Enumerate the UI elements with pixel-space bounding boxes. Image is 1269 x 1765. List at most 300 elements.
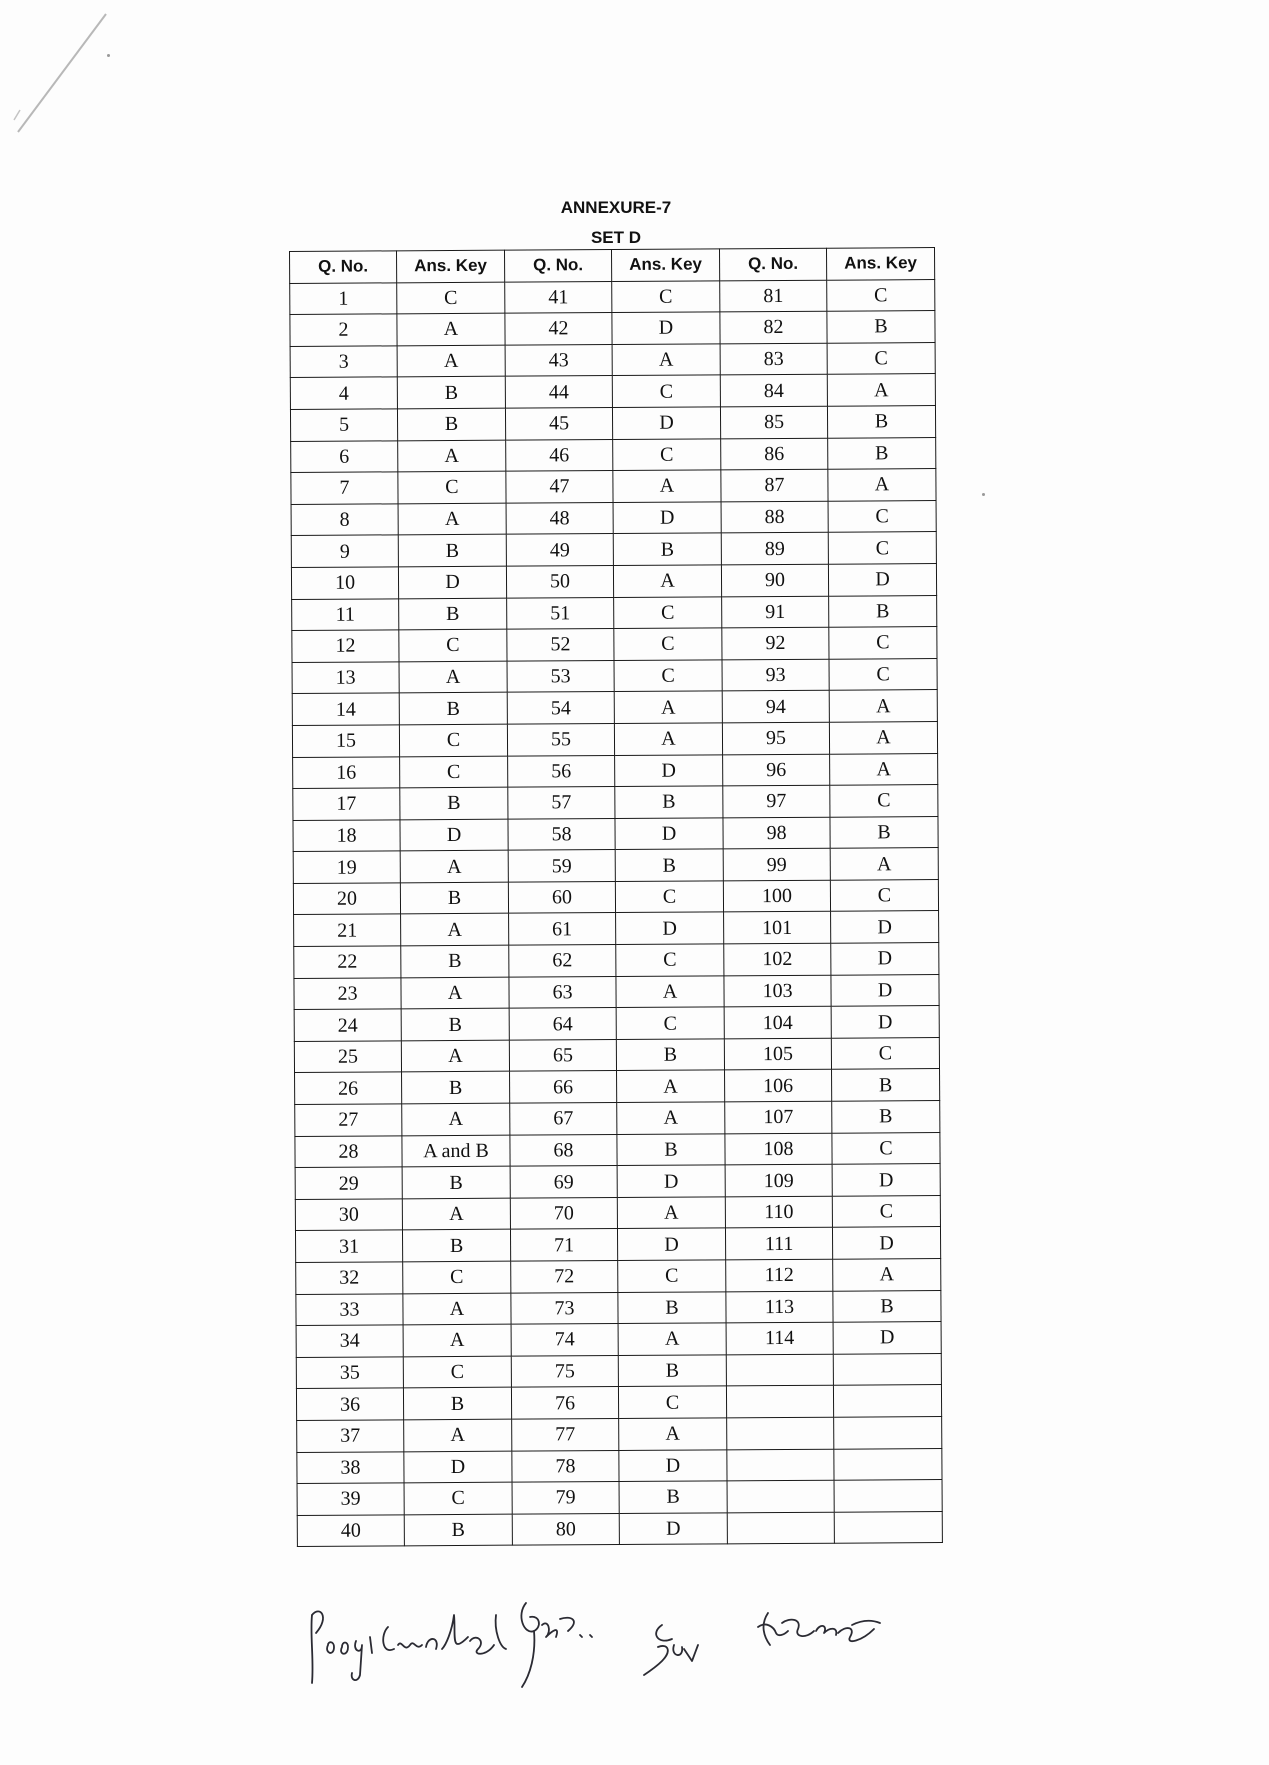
table-row	[291, 532, 936, 568]
cell-ans-key-1: B	[403, 1388, 511, 1420]
cell-ans-key-3: A	[829, 721, 937, 753]
cell-ans-key-1: B	[399, 692, 507, 724]
cell-ans-key-1: B	[397, 377, 505, 409]
cell-q-no-1: 12	[292, 630, 399, 662]
cell-ans-key-2: A	[617, 1197, 725, 1229]
cell-ans-key-1: B	[401, 1008, 509, 1040]
cell-ans-key-2: B	[613, 533, 721, 565]
table-row	[290, 342, 935, 378]
cell-ans-key-2: C	[618, 1386, 726, 1418]
table-row	[292, 690, 937, 726]
cell-q-no-3: 91	[722, 596, 829, 628]
cell-ans-key-3: B	[827, 311, 935, 343]
document-title: ANNEXURE-7	[560, 198, 672, 217]
cell-q-no-2: 43	[505, 344, 612, 376]
cell-ans-key-2: D	[619, 1513, 727, 1545]
cell-ans-key-3	[834, 1448, 942, 1480]
cell-ans-key-3: C	[827, 279, 935, 311]
table-row	[296, 1259, 941, 1295]
cell-ans-key-1: A	[403, 1293, 511, 1325]
table-row	[294, 1037, 939, 1073]
scan-corner-mark	[0, 0, 120, 150]
cell-ans-key-1: A	[402, 1198, 510, 1230]
cell-q-no-3: 113	[726, 1291, 833, 1323]
header-ans-key-2: Ans. Key	[611, 249, 719, 281]
cell-q-no-1: 1	[290, 282, 397, 314]
cell-ans-key-3: C	[831, 1037, 939, 1069]
cell-q-no-3: 90	[721, 564, 828, 596]
cell-ans-key-3: D	[831, 974, 939, 1006]
cell-q-no-2: 60	[508, 881, 615, 913]
cell-q-no-1: 39	[297, 1483, 404, 1515]
table-row	[294, 911, 939, 947]
answer-key-table	[289, 247, 943, 1547]
cell-q-no-1: 20	[293, 883, 400, 915]
cell-ans-key-1: B	[404, 1514, 512, 1546]
cell-q-no-2: 55	[507, 723, 614, 755]
cell-ans-key-1: A	[404, 1419, 512, 1451]
cell-ans-key-1: C	[399, 629, 507, 661]
cell-q-no-1: 3	[290, 346, 397, 378]
cell-q-no-3: 98	[723, 817, 830, 849]
cell-ans-key-2: C	[615, 881, 723, 913]
cell-q-no-1: 25	[294, 1041, 401, 1073]
cell-ans-key-1: A	[397, 313, 505, 345]
cell-ans-key-1: D	[398, 566, 506, 598]
signature-3	[644, 1625, 698, 1675]
cell-q-no-1: 17	[293, 788, 400, 820]
cell-ans-key-2: D	[619, 1449, 727, 1481]
cell-q-no-2: 78	[512, 1450, 619, 1482]
cell-ans-key-2: D	[617, 1228, 725, 1260]
cell-ans-key-2: B	[616, 1039, 724, 1071]
cell-ans-key-2: D	[615, 818, 723, 850]
cell-ans-key-3: B	[829, 595, 937, 627]
cell-q-no-3	[726, 1386, 833, 1418]
cell-q-no-1: 31	[295, 1230, 402, 1262]
cell-ans-key-2: C	[614, 628, 722, 660]
cell-ans-key-3: C	[828, 500, 936, 532]
cell-ans-key-3: A	[827, 374, 935, 406]
cell-ans-key-3: C	[828, 532, 936, 564]
cell-ans-key-1: B	[398, 535, 506, 567]
cell-ans-key-3: D	[828, 563, 936, 595]
cell-q-no-3: 105	[724, 1038, 831, 1070]
cell-q-no-1: 26	[295, 1072, 402, 1104]
table-row	[297, 1511, 942, 1547]
cell-ans-key-2: C	[612, 375, 720, 407]
cell-q-no-2: 61	[509, 913, 616, 945]
cell-ans-key-2: C	[616, 1007, 724, 1039]
cell-q-no-1: 30	[295, 1199, 402, 1231]
cell-ans-key-3: D	[833, 1322, 941, 1354]
cell-ans-key-2: C	[614, 596, 722, 628]
cell-ans-key-1: C	[403, 1261, 511, 1293]
table-row	[295, 1132, 940, 1168]
table-row	[297, 1417, 942, 1453]
table-row	[292, 595, 937, 631]
cell-ans-key-2: D	[615, 754, 723, 786]
cell-q-no-1: 15	[292, 725, 399, 757]
table-row	[291, 500, 936, 536]
cell-ans-key-1: C	[397, 282, 505, 314]
cell-q-no-3: 100	[723, 880, 830, 912]
cell-ans-key-3	[834, 1511, 942, 1543]
cell-q-no-2: 53	[507, 660, 614, 692]
cell-q-no-3: 92	[722, 627, 829, 659]
cell-ans-key-1: C	[398, 471, 506, 503]
cell-q-no-3: 110	[725, 1196, 832, 1228]
cell-ans-key-1: A	[400, 850, 508, 882]
cell-ans-key-3: D	[831, 1006, 939, 1038]
cell-ans-key-2: B	[617, 1133, 725, 1165]
table-row	[290, 311, 935, 347]
cell-q-no-3: 93	[722, 659, 829, 691]
cell-ans-key-2: B	[618, 1355, 726, 1387]
cell-q-no-2: 49	[506, 534, 613, 566]
cell-q-no-3: 107	[725, 1101, 832, 1133]
cell-ans-key-3: B	[833, 1290, 941, 1322]
cell-ans-key-3: D	[832, 1227, 940, 1259]
cell-q-no-1: 22	[294, 946, 401, 978]
cell-q-no-3: 102	[724, 943, 831, 975]
cell-ans-key-2: A	[618, 1323, 726, 1355]
cell-ans-key-2: D	[613, 502, 721, 534]
table-row	[291, 437, 936, 473]
cell-ans-key-1: A and B	[402, 1135, 510, 1167]
cell-q-no-3: 97	[723, 785, 830, 817]
cell-ans-key-3: C	[832, 1195, 940, 1227]
cell-q-no-1: 10	[291, 567, 398, 599]
cell-q-no-1: 6	[291, 440, 398, 472]
cell-ans-key-1: A	[398, 503, 506, 535]
cell-q-no-2: 51	[507, 597, 614, 629]
table-row	[293, 785, 938, 821]
stray-mark	[107, 54, 110, 57]
table-row	[293, 753, 938, 789]
cell-q-no-3: 104	[724, 1006, 831, 1038]
cell-q-no-2: 57	[508, 787, 615, 819]
cell-q-no-2: 68	[510, 1134, 617, 1166]
cell-q-no-2: 71	[510, 1229, 617, 1261]
table-row	[296, 1322, 941, 1358]
cell-q-no-3: 94	[722, 691, 829, 723]
cell-q-no-3: 83	[720, 343, 827, 375]
cell-q-no-1: 38	[297, 1451, 404, 1483]
cell-q-no-2: 44	[505, 376, 612, 408]
cell-q-no-2: 45	[505, 407, 612, 439]
table-row	[294, 1006, 939, 1042]
cell-ans-key-3: B	[830, 816, 938, 848]
cell-ans-key-3: A	[830, 753, 938, 785]
cell-q-no-2: 79	[512, 1482, 619, 1514]
table-row	[295, 1101, 940, 1137]
table-row	[297, 1448, 942, 1484]
cell-ans-key-3: B	[828, 437, 936, 469]
cell-ans-key-3: C	[829, 658, 937, 690]
cell-q-no-3: 89	[721, 533, 828, 565]
cell-q-no-3	[727, 1449, 834, 1481]
cell-q-no-1: 40	[297, 1515, 404, 1547]
table-row	[294, 943, 939, 979]
cell-ans-key-1: A	[403, 1324, 511, 1356]
cell-q-no-2: 64	[509, 1008, 616, 1040]
cell-q-no-3: 111	[725, 1228, 832, 1260]
cell-q-no-1: 37	[297, 1420, 404, 1452]
cell-q-no-3: 108	[725, 1133, 832, 1165]
cell-q-no-2: 69	[510, 1166, 617, 1198]
cell-ans-key-1: D	[400, 819, 508, 851]
cell-ans-key-3: D	[831, 943, 939, 975]
cell-q-no-3: 96	[723, 754, 830, 786]
cell-ans-key-3: A	[828, 469, 936, 501]
cell-q-no-3: 112	[726, 1259, 833, 1291]
cell-ans-key-3: B	[832, 1101, 940, 1133]
table-row	[290, 406, 935, 442]
cell-q-no-1: 8	[291, 504, 398, 536]
cell-ans-key-1: B	[402, 1072, 510, 1104]
cell-ans-key-3: D	[832, 1164, 940, 1196]
cell-q-no-2: 62	[509, 945, 616, 977]
cell-ans-key-2: A	[617, 1102, 725, 1134]
cell-q-no-2: 76	[511, 1387, 618, 1419]
cell-q-no-2: 42	[505, 313, 612, 345]
cell-ans-key-1: A	[399, 661, 507, 693]
cell-ans-key-2: C	[616, 944, 724, 976]
cell-ans-key-2: A	[619, 1418, 727, 1450]
table-row	[295, 1227, 940, 1263]
table-row	[294, 974, 939, 1010]
cell-ans-key-2: D	[617, 1165, 725, 1197]
cell-q-no-1: 2	[290, 314, 397, 346]
header-ans-key-1: Ans. Key	[397, 250, 505, 282]
cell-ans-key-1: A	[401, 977, 509, 1009]
signature-1	[311, 1611, 506, 1683]
cell-q-no-1: 21	[294, 914, 401, 946]
cell-ans-key-3: B	[827, 406, 935, 438]
cell-q-no-2: 67	[510, 1103, 617, 1135]
cell-q-no-2: 47	[506, 471, 613, 503]
cell-q-no-3: 81	[720, 280, 827, 312]
cell-ans-key-3: C	[832, 1132, 940, 1164]
table-row	[293, 848, 938, 884]
cell-q-no-1: 24	[294, 1009, 401, 1041]
table-row	[291, 469, 936, 505]
cell-ans-key-2: A	[614, 691, 722, 723]
cell-q-no-2: 58	[508, 818, 615, 850]
cell-ans-key-1: B	[399, 598, 507, 630]
cell-q-no-3: 106	[725, 1070, 832, 1102]
table-row	[290, 374, 935, 410]
cell-q-no-3: 84	[720, 375, 827, 407]
cell-ans-key-2: C	[613, 438, 721, 470]
cell-q-no-1: 36	[296, 1388, 403, 1420]
cell-q-no-3: 88	[721, 501, 828, 533]
table-row	[296, 1290, 941, 1326]
cell-ans-key-1: C	[400, 756, 508, 788]
cell-q-no-2: 59	[508, 850, 615, 882]
table-row	[295, 1069, 940, 1105]
signatures	[290, 1575, 1030, 1695]
answer-key-table-container	[289, 247, 942, 1547]
cell-ans-key-1: B	[401, 945, 509, 977]
cell-ans-key-2: A	[613, 565, 721, 597]
cell-q-no-2: 46	[506, 439, 613, 471]
cell-q-no-1: 35	[296, 1357, 403, 1389]
table-body	[290, 279, 943, 1547]
cell-ans-key-1: A	[398, 440, 506, 472]
header-ans-key-3: Ans. Key	[826, 248, 934, 280]
cell-q-no-3	[727, 1480, 834, 1512]
cell-q-no-2: 54	[507, 692, 614, 724]
cell-q-no-2: 66	[510, 1071, 617, 1103]
cell-ans-key-1: B	[400, 787, 508, 819]
cell-q-no-2: 73	[511, 1292, 618, 1324]
cell-ans-key-2: D	[616, 912, 724, 944]
cell-q-no-2: 63	[509, 976, 616, 1008]
cell-q-no-3: 87	[721, 469, 828, 501]
cell-q-no-1: 33	[296, 1293, 403, 1325]
cell-ans-key-2: A	[616, 976, 724, 1008]
cell-ans-key-2: A	[614, 723, 722, 755]
cell-q-no-3: 109	[725, 1164, 832, 1196]
cell-q-no-2: 80	[512, 1513, 619, 1545]
table-row	[293, 816, 938, 852]
stray-mark	[982, 493, 985, 496]
cell-ans-key-3	[834, 1417, 942, 1449]
cell-ans-key-1: A	[397, 345, 505, 377]
cell-ans-key-2: C	[618, 1260, 726, 1292]
cell-ans-key-1: C	[404, 1482, 512, 1514]
cell-q-no-3	[726, 1354, 833, 1386]
cell-ans-key-1: A	[401, 914, 509, 946]
cell-q-no-2: 41	[505, 281, 612, 313]
table-row	[292, 627, 937, 663]
cell-q-no-1: 13	[292, 662, 399, 694]
cell-q-no-1: 18	[293, 820, 400, 852]
header-q-no-3: Q. No.	[719, 248, 826, 280]
cell-ans-key-2: A	[612, 344, 720, 376]
cell-q-no-2: 52	[507, 629, 614, 661]
cell-ans-key-3	[833, 1385, 941, 1417]
cell-ans-key-3: A	[829, 690, 937, 722]
cell-q-no-3: 82	[720, 311, 827, 343]
cell-ans-key-3: C	[829, 627, 937, 659]
cell-ans-key-3: C	[830, 785, 938, 817]
cell-q-no-2: 74	[511, 1324, 618, 1356]
cell-ans-key-1: B	[397, 408, 505, 440]
cell-q-no-3: 103	[724, 975, 831, 1007]
cell-ans-key-3	[834, 1480, 942, 1512]
cell-q-no-1: 14	[292, 693, 399, 725]
cell-q-no-1: 5	[290, 409, 397, 441]
cell-q-no-3	[727, 1417, 834, 1449]
table-row	[292, 721, 937, 757]
cell-ans-key-1: B	[402, 1166, 510, 1198]
cell-q-no-3	[727, 1512, 834, 1544]
table-row	[296, 1353, 941, 1389]
cell-q-no-2: 75	[511, 1355, 618, 1387]
table-row	[297, 1480, 942, 1516]
cell-q-no-1: 11	[292, 598, 399, 630]
cell-ans-key-1: B	[402, 1230, 510, 1262]
cell-q-no-2: 77	[512, 1418, 619, 1450]
cell-q-no-1: 29	[295, 1167, 402, 1199]
header-q-no-1: Q. No.	[290, 251, 397, 283]
cell-ans-key-3: C	[827, 342, 935, 374]
cell-q-no-3: 101	[724, 912, 831, 944]
table-row	[295, 1164, 940, 1200]
signature-4	[758, 1613, 880, 1645]
cell-ans-key-2: A	[613, 470, 721, 502]
cell-q-no-3: 85	[720, 406, 827, 438]
cell-q-no-1: 9	[291, 535, 398, 567]
cell-ans-key-1: C	[403, 1356, 511, 1388]
cell-q-no-2: 70	[510, 1197, 617, 1229]
cell-ans-key-3: D	[831, 911, 939, 943]
cell-ans-key-1: A	[402, 1103, 510, 1135]
cell-ans-key-2: B	[619, 1481, 727, 1513]
cell-ans-key-1: A	[401, 1040, 509, 1072]
table-row	[292, 658, 937, 694]
cell-q-no-1: 23	[294, 977, 401, 1009]
cell-q-no-1: 28	[295, 1135, 402, 1167]
cell-q-no-3: 114	[726, 1322, 833, 1354]
table-row	[296, 1385, 941, 1421]
cell-q-no-3: 86	[721, 438, 828, 470]
cell-ans-key-3: C	[830, 879, 938, 911]
table-row	[295, 1195, 940, 1231]
cell-ans-key-1: C	[399, 724, 507, 756]
cell-ans-key-2: B	[618, 1291, 726, 1323]
table-row	[290, 279, 935, 315]
cell-q-no-1: 16	[293, 756, 400, 788]
cell-ans-key-3: B	[832, 1069, 940, 1101]
table-header-row	[290, 248, 935, 284]
cell-q-no-2: 50	[506, 565, 613, 597]
cell-ans-key-2: D	[612, 407, 720, 439]
cell-q-no-1: 19	[293, 851, 400, 883]
cell-ans-key-1: B	[400, 882, 508, 914]
cell-q-no-2: 72	[511, 1261, 618, 1293]
cell-ans-key-2: D	[612, 312, 720, 344]
document-subtitle: SET D	[590, 228, 642, 247]
cell-q-no-2: 65	[509, 1039, 616, 1071]
cell-ans-key-1: D	[404, 1451, 512, 1483]
cell-ans-key-2: B	[615, 849, 723, 881]
cell-q-no-2: 48	[506, 502, 613, 534]
cell-ans-key-2: C	[614, 660, 722, 692]
cell-ans-key-2: A	[617, 1070, 725, 1102]
header-q-no-2: Q. No.	[504, 250, 611, 282]
cell-q-no-3: 95	[722, 722, 829, 754]
cell-ans-key-2: C	[612, 280, 720, 312]
cell-q-no-3: 99	[723, 848, 830, 880]
cell-q-no-1: 34	[296, 1325, 403, 1357]
signature-2	[521, 1603, 592, 1687]
cell-ans-key-2: B	[615, 786, 723, 818]
cell-q-no-1: 4	[290, 377, 397, 409]
cell-ans-key-3	[833, 1353, 941, 1385]
cell-q-no-2: 56	[508, 755, 615, 787]
cell-q-no-1: 27	[295, 1104, 402, 1136]
table-row	[293, 879, 938, 915]
cell-ans-key-3: A	[833, 1259, 941, 1291]
cell-q-no-1: 32	[296, 1262, 403, 1294]
cell-ans-key-3: A	[830, 848, 938, 880]
table-row	[291, 563, 936, 599]
cell-q-no-1: 7	[291, 472, 398, 504]
